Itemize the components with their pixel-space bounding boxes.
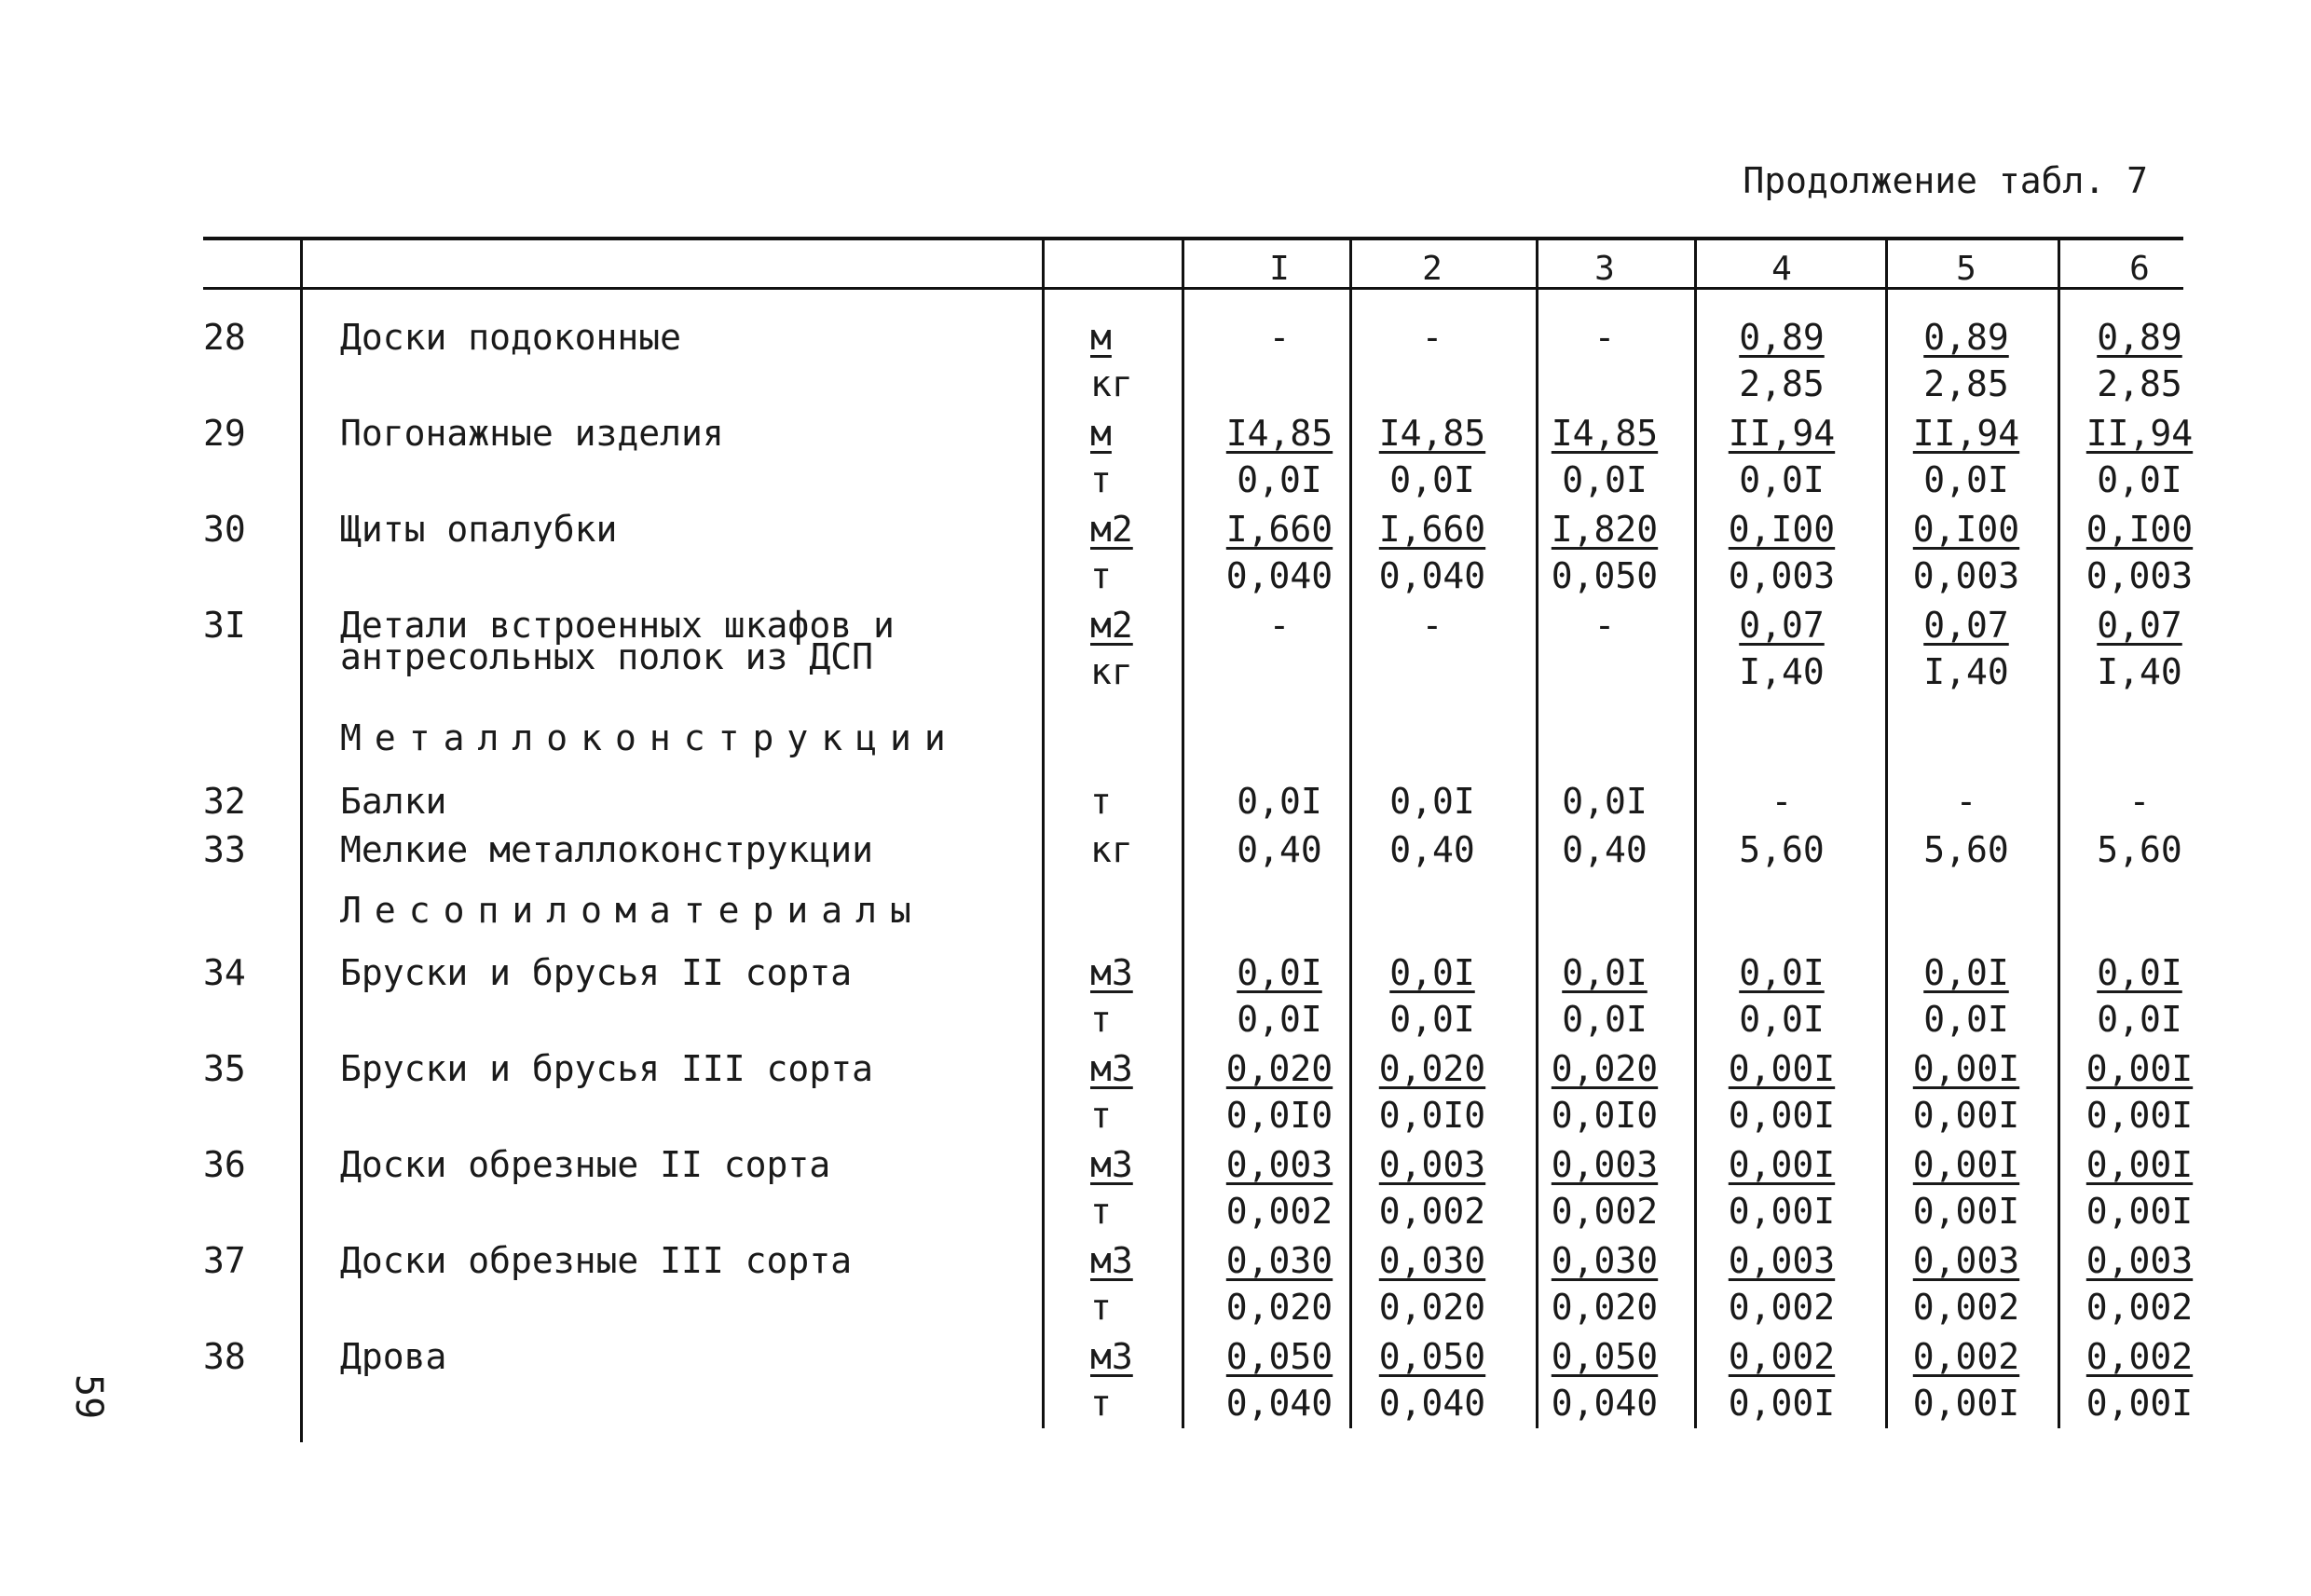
value-cell: 0,040 (1225, 555, 1333, 596)
unit-label: кг (1090, 829, 1133, 870)
row-name: Доски подоконные (340, 317, 682, 358)
value-cell: 5,60 (2097, 829, 2182, 870)
value-cell: 0,003 (1912, 555, 2020, 596)
value-cell: 0,040 (1225, 1383, 1333, 1424)
row-number: 34 (203, 952, 246, 993)
value-cell: 0,003 (1728, 555, 1836, 596)
value-cell: 0,07 (1739, 605, 1825, 646)
value-cell: I,820 (1551, 509, 1659, 550)
value-cell: 5,60 (1739, 829, 1825, 870)
value-cell: 0,0I (1562, 459, 1648, 500)
value-cell: - (1593, 317, 1616, 358)
row-name: Балки (340, 781, 447, 822)
column-number-4: 4 (1771, 250, 1792, 288)
section-heading-lumber: Лесопиломатериалы (340, 890, 924, 931)
row-name: Доски обрезные II сорта (340, 1144, 831, 1185)
value-cell: 0,0I (2097, 952, 2182, 993)
value-cell: I,660 (1225, 509, 1333, 550)
value-cell: 0,002 (1912, 1336, 2020, 1377)
table-caption: Продолжение табл. 7 (1743, 160, 2148, 201)
value-cell: 0,0I0 (1551, 1095, 1659, 1136)
value-cell: 0,89 (1739, 317, 1825, 358)
value-cell: 0,00I (1728, 1191, 1836, 1232)
row-name: Щиты опалубки (340, 509, 618, 550)
unit-label: т (1090, 1287, 1112, 1328)
value-cell: 0,0I (1237, 999, 1322, 1040)
unit-label: м3 (1090, 1240, 1133, 1281)
value-cell: 0,0I (1562, 781, 1648, 822)
row-name: Бруски и брусья II сорта (340, 952, 853, 993)
value-cell: - (1771, 781, 1793, 822)
value-cell: 0,00I (2085, 1144, 2194, 1185)
column-divider-4 (1694, 240, 1697, 1428)
value-cell: 0,040 (1378, 555, 1486, 596)
value-cell: 0,030 (1225, 1240, 1333, 1281)
value-cell: I4,85 (1551, 413, 1659, 454)
value-cell: 0,0I (1562, 952, 1648, 993)
value-cell: 0,00I (1728, 1383, 1836, 1424)
value-cell: 0,07 (2097, 605, 2182, 646)
value-cell: 0,40 (1389, 829, 1475, 870)
row-name: антресольных полок из ДСП (340, 636, 873, 677)
value-cell: 0,020 (1378, 1287, 1486, 1328)
value-cell: 0,003 (1551, 1144, 1659, 1185)
value-cell: 2,85 (1923, 363, 2009, 404)
value-cell: 0,0I (1237, 781, 1322, 822)
value-cell: 0,40 (1562, 829, 1648, 870)
value-cell: I,40 (2097, 651, 2182, 692)
value-cell: 0,0I (1562, 999, 1648, 1040)
value-cell: 0,40 (1237, 829, 1322, 870)
value-cell: 0,0I (1739, 952, 1825, 993)
page-number: 59 (67, 1374, 110, 1420)
column-number-6: 6 (2129, 250, 2150, 288)
row-name: Дрова (340, 1336, 447, 1377)
unit-label: т (1090, 999, 1112, 1040)
value-cell: 0,00I (1728, 1048, 1836, 1089)
value-cell: - (1268, 317, 1291, 358)
value-cell: 0,00I (2085, 1383, 2194, 1424)
value-cell: - (1421, 317, 1443, 358)
value-cell: I4,85 (1378, 413, 1486, 454)
row-number: 28 (203, 317, 246, 358)
unit-label: м2 (1090, 605, 1133, 646)
row-number: 3I (203, 605, 246, 646)
value-cell: 0,002 (1225, 1191, 1333, 1232)
row-number: 38 (203, 1336, 246, 1377)
value-cell: 0,00I (1728, 1144, 1836, 1185)
value-cell: 0,0I (2097, 459, 2182, 500)
value-cell: 0,0I (1389, 999, 1475, 1040)
unit-label: т (1090, 1095, 1112, 1136)
value-cell: 0,002 (1378, 1191, 1486, 1232)
value-cell: 0,00I (1728, 1095, 1836, 1136)
row-name: Детали встроенных шкафов и (340, 605, 895, 646)
value-cell: 0,020 (1378, 1048, 1486, 1089)
unit-label: м2 (1090, 509, 1133, 550)
value-cell: 0,050 (1225, 1336, 1333, 1377)
value-cell: 0,0I (1237, 952, 1322, 993)
unit-label: м3 (1090, 1144, 1133, 1185)
value-cell: 0,00I (2085, 1095, 2194, 1136)
value-cell: 0,0I (1389, 781, 1475, 822)
value-cell: 0,I00 (1728, 509, 1836, 550)
unit-label: м (1090, 317, 1112, 358)
column-number-5: 5 (1956, 250, 1976, 288)
value-cell: 0,020 (1551, 1048, 1659, 1089)
value-cell: II,94 (1912, 413, 2020, 454)
value-cell: 0,003 (1378, 1144, 1486, 1185)
value-cell: 0,00I (1912, 1095, 2020, 1136)
unit-label: м3 (1090, 1048, 1133, 1089)
value-cell: 0,00I (1912, 1191, 2020, 1232)
row-name: Доски обрезные III сорта (340, 1240, 853, 1281)
value-cell: 0,002 (1551, 1191, 1659, 1232)
value-cell: I,660 (1378, 509, 1486, 550)
value-cell: 0,002 (2085, 1336, 2194, 1377)
column-divider-1 (1182, 240, 1184, 1428)
unit-label: м (1090, 413, 1112, 454)
value-cell: 0,002 (1728, 1336, 1836, 1377)
value-cell: 0,050 (1378, 1336, 1486, 1377)
value-cell: 0,89 (2097, 317, 2182, 358)
value-cell: 0,0I0 (1225, 1095, 1333, 1136)
value-cell: 0,050 (1551, 555, 1659, 596)
value-cell: 0,0I (2097, 999, 2182, 1040)
value-cell: 0,0I (1389, 952, 1475, 993)
row-number: 36 (203, 1144, 246, 1185)
row-number: 32 (203, 781, 246, 822)
row-number: 30 (203, 509, 246, 550)
value-cell: 0,030 (1378, 1240, 1486, 1281)
value-cell: 0,040 (1551, 1383, 1659, 1424)
value-cell: I,40 (1739, 651, 1825, 692)
value-cell: 0,0I (1389, 459, 1475, 500)
row-name: Погонажные изделия (340, 413, 724, 454)
value-cell: 0,00I (1912, 1048, 2020, 1089)
value-cell: 0,00I (1912, 1144, 2020, 1185)
value-cell: 0,0I (1237, 459, 1322, 500)
row-number: 37 (203, 1240, 246, 1281)
value-cell: 0,002 (1728, 1287, 1836, 1328)
value-cell: 0,0I (1923, 952, 2009, 993)
unit-label: кг (1090, 363, 1133, 404)
column-number-1: I (1269, 250, 1290, 288)
value-cell: 0,0I0 (1378, 1095, 1486, 1136)
value-cell: 2,85 (2097, 363, 2182, 404)
value-cell: 0,89 (1923, 317, 2009, 358)
value-cell: 0,003 (1728, 1240, 1836, 1281)
value-cell: 0,0I (1923, 459, 2009, 500)
value-cell: 0,00I (2085, 1048, 2194, 1089)
unit-label: кг (1090, 651, 1133, 692)
value-cell: 0,00I (1912, 1383, 2020, 1424)
row-name: Бруски и брусья III сорта (340, 1048, 873, 1089)
value-cell: 0,003 (1225, 1144, 1333, 1185)
value-cell: 0,050 (1551, 1336, 1659, 1377)
value-cell: 0,00I (2085, 1191, 2194, 1232)
value-cell: 0,002 (2085, 1287, 2194, 1328)
column-number-3: 3 (1594, 250, 1615, 288)
value-cell: II,94 (2085, 413, 2194, 454)
value-cell: - (1593, 605, 1616, 646)
row-number: 29 (203, 413, 246, 454)
value-cell: - (1268, 605, 1291, 646)
section-heading-metal: Металлоконструкции (340, 717, 959, 758)
value-cell: II,94 (1728, 413, 1836, 454)
value-cell: I,40 (1923, 651, 2009, 692)
row-number: 33 (203, 829, 246, 870)
column-divider-unit (1042, 240, 1045, 1428)
unit-label: т (1090, 1383, 1112, 1424)
unit-label: т (1090, 459, 1112, 500)
value-cell: - (1421, 605, 1443, 646)
value-cell: 0,I00 (1912, 509, 2020, 550)
unit-label: м3 (1090, 1336, 1133, 1377)
unit-label: м3 (1090, 952, 1133, 993)
value-cell: 0,020 (1551, 1287, 1659, 1328)
unit-label: т (1090, 1191, 1112, 1232)
value-cell: 0,003 (2085, 1240, 2194, 1281)
value-cell: 0,0I (1739, 459, 1825, 500)
value-cell: - (2128, 781, 2151, 822)
unit-label: т (1090, 781, 1112, 822)
value-cell: 0,030 (1551, 1240, 1659, 1281)
column-number-2: 2 (1422, 250, 1443, 288)
value-cell: 5,60 (1923, 829, 2009, 870)
column-divider-name (300, 240, 303, 1442)
value-cell: 0,07 (1923, 605, 2009, 646)
value-cell: 0,003 (1912, 1240, 2020, 1281)
value-cell: 0,I00 (2085, 509, 2194, 550)
value-cell: 0,040 (1378, 1383, 1486, 1424)
value-cell: 2,85 (1739, 363, 1825, 404)
value-cell: 0,003 (2085, 555, 2194, 596)
value-cell: 0,002 (1912, 1287, 2020, 1328)
row-number: 35 (203, 1048, 246, 1089)
value-cell: I4,85 (1225, 413, 1333, 454)
unit-label: т (1090, 555, 1112, 596)
row-name: Мелкие металлоконструкции (340, 829, 873, 870)
value-cell: 0,020 (1225, 1287, 1333, 1328)
value-cell: 0,0I (1739, 999, 1825, 1040)
value-cell: 0,0I (1923, 999, 2009, 1040)
value-cell: - (1955, 781, 1977, 822)
value-cell: 0,020 (1225, 1048, 1333, 1089)
